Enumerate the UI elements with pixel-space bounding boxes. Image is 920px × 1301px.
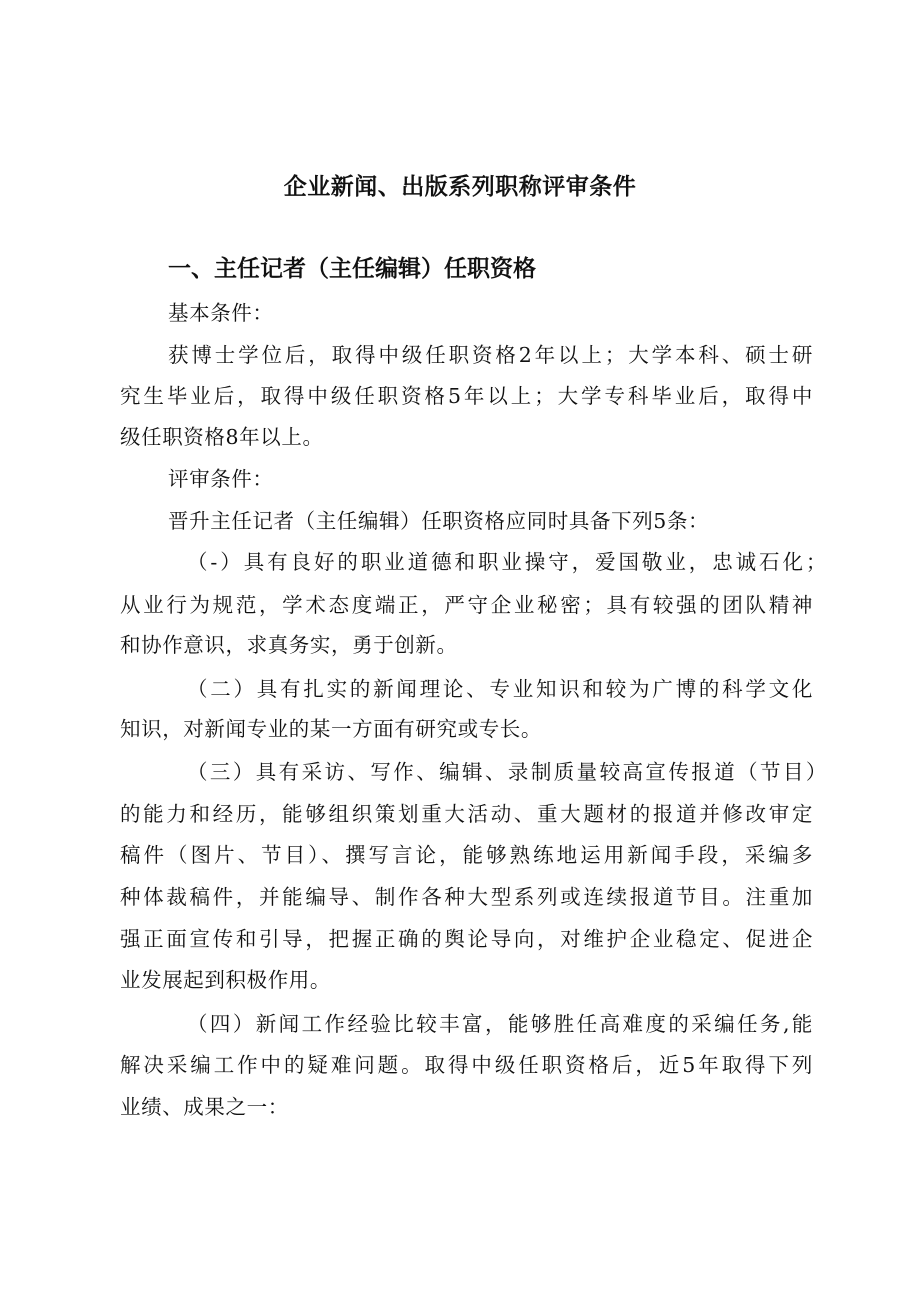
document-title: 企业新闻、出版系列职称评审条件 — [283, 174, 637, 200]
basic-conditions-label: 基本条件： — [168, 301, 274, 325]
section-heading: 一、主任记者（主任编辑）任职资格 — [168, 256, 536, 282]
basic-conditions-line: 级任职资格8年以上。 — [120, 425, 324, 449]
item-4-line: （四）新闻工作经验比较丰富，能够胜任高难度的采编任务,能 — [187, 1012, 813, 1036]
item-3-line: 种体裁稿件，并能编导、制作各种大型系列或连续报道节目。注重加 — [120, 885, 813, 909]
item-4-line: 业绩、成果之一： — [120, 1095, 289, 1119]
basic-conditions-line: 究生毕业后，取得中级任职资格5年以上；大学专科毕业后，取得中 — [120, 384, 813, 408]
item-3-line: 强正面宣传和引导，把握正确的舆论导向，对维护企业稳定、促进企 — [120, 927, 813, 951]
item-3-line: 业发展起到积极作用。 — [120, 968, 331, 992]
basic-conditions-line: 获博士学位后，取得中级任职资格2年以上；大学本科、硕士研 — [168, 343, 813, 367]
item-3-line: 的能力和经历，能够组织策划重大活动、重大题材的报道并修改审定 — [120, 802, 813, 826]
item-3-line: 稿件（图片、节目）、撰写言论，能够熟练地运用新闻手段，采编多 — [120, 843, 813, 867]
item-4-line: 解决采编工作中的疑难问题。取得中级任职资格后，近5年取得下列 — [120, 1053, 813, 1077]
review-intro: 晋升主任记者（主任编辑）任职资格应同时具备下列5条： — [168, 509, 710, 533]
item-2-line: （二）具有扎实的新闻理论、专业知识和较为广博的科学文化 — [187, 677, 813, 701]
item-1-line: 和协作意识，求真务实，勇于创新。 — [120, 633, 458, 657]
item-1-line: 从业行为规范，学术态度端正，严守企业秘密；具有较强的团队精神 — [120, 593, 813, 617]
item-1-line: （-）具有良好的职业道德和职业操守，爱国敬业，忠诚石化； — [187, 550, 827, 574]
review-conditions-label: 评审条件： — [168, 467, 274, 491]
item-3-line: （三）具有采访、写作、编辑、录制质量较高宣传报道（节目） — [187, 760, 827, 784]
item-2-line: 知识，对新闻专业的某一方面有研究或专长。 — [120, 717, 542, 741]
